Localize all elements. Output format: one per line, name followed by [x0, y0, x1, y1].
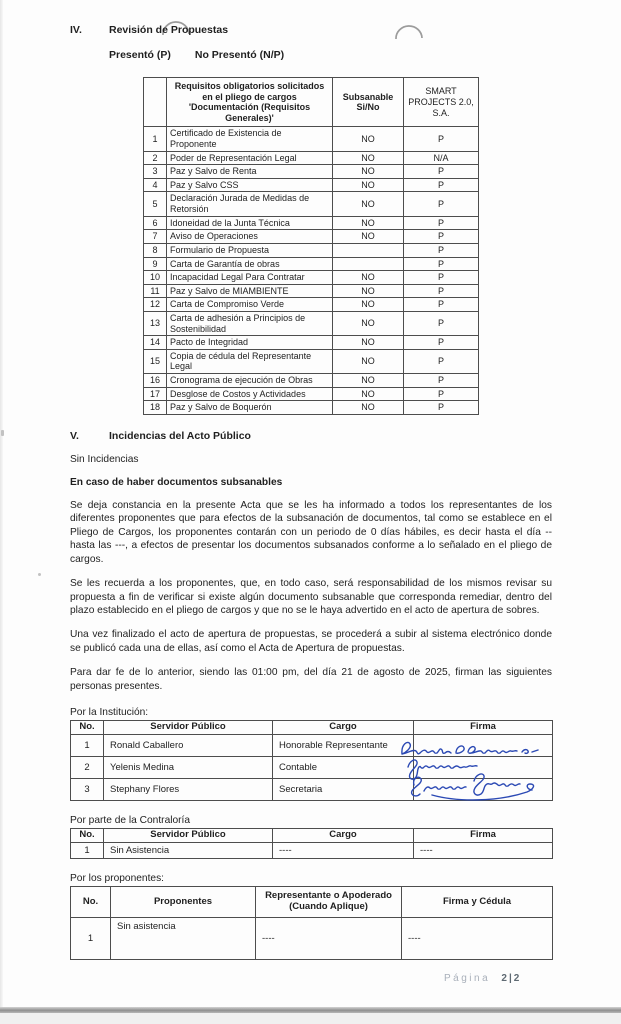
req-number-cell: 18	[144, 401, 167, 415]
col-header-servidor: Servidor Público	[104, 829, 273, 843]
cargo-cell: ----	[273, 843, 414, 859]
subsanable-cell: NO	[333, 165, 404, 179]
subsanable-cell: NO	[333, 178, 404, 192]
section-v-number: V.	[70, 429, 79, 442]
req-number-cell: 4	[144, 178, 167, 192]
col-header-no: No.	[71, 887, 111, 918]
contraloria-table-caption: Por parte de la Contraloría	[70, 815, 191, 827]
subsanable-cell: NO	[333, 311, 404, 335]
result-cell: P	[404, 349, 479, 373]
firma-cell	[414, 735, 553, 757]
result-cell: P	[404, 165, 479, 179]
table-row	[144, 257, 479, 271]
table-row	[144, 311, 479, 335]
req-name-cell: Formulario de Propuesta	[167, 243, 333, 257]
req-name-cell: Paz y Salvo de MIAMBIENTE	[167, 284, 333, 298]
table-row	[144, 127, 479, 151]
presento-legend	[70, 49, 552, 61]
subsanable-cell: NO	[333, 230, 404, 244]
req-number-cell: 6	[144, 216, 167, 230]
result-cell: P	[404, 192, 479, 216]
table-row	[71, 735, 553, 757]
servidor-cell: Sin Asistencia	[104, 843, 273, 859]
section-v-title: Incidencias del Acto Público	[109, 429, 251, 442]
subsanable-cell: NO	[333, 298, 404, 312]
req-number-cell: 17	[144, 387, 167, 401]
result-cell: P	[404, 271, 479, 285]
requirements-table	[143, 77, 479, 415]
req-name-cell: Paz y Salvo de Boquerón	[167, 401, 333, 415]
req-name-cell: Cronograma de ejecución de Obras	[167, 374, 333, 388]
result-cell: P	[404, 401, 479, 415]
header-empty-cell	[144, 78, 167, 127]
col-header-servidor: Servidor Público	[104, 721, 273, 735]
scan-left-edge	[0, 0, 3, 1024]
institution-table-wrapper	[70, 720, 552, 801]
requirements-header-row	[144, 78, 479, 127]
table-row	[71, 918, 553, 960]
req-name-cell: Incapacidad Legal Para Contratar	[167, 271, 333, 285]
req-number-cell: 1	[144, 127, 167, 151]
col-header-representante	[256, 887, 402, 918]
table-row	[144, 298, 479, 312]
servidor-cell: Yelenis Medina	[104, 757, 273, 779]
section-v-heading	[70, 430, 552, 442]
col-header-firma: Firma	[414, 829, 553, 843]
req-name-cell: Certificado de Existencia de Proponente	[167, 127, 333, 151]
req-number-cell: 11	[144, 284, 167, 298]
proponentes-table	[70, 886, 553, 960]
req-number-cell: 9	[144, 257, 167, 271]
subsanable-cell: NO	[333, 192, 404, 216]
req-number-cell: 7	[144, 230, 167, 244]
result-cell: P	[404, 230, 479, 244]
cargo-cell: Contable	[273, 757, 414, 779]
col-header-firma: Firma	[414, 721, 553, 735]
subsanable-cell: NO	[333, 151, 404, 165]
row-number-cell: 1	[71, 918, 111, 960]
table-row	[71, 843, 553, 859]
result-cell: P	[404, 127, 479, 151]
result-cell: P	[404, 216, 479, 230]
req-number-cell: 8	[144, 243, 167, 257]
representante-header-line2: (Cuando Aplique)	[289, 901, 368, 913]
req-number-cell: 2	[144, 151, 167, 165]
institution-table-caption: Por la Institución:	[70, 707, 149, 719]
table-row	[144, 336, 479, 350]
firma-cell	[414, 779, 553, 801]
row-number-cell: 1	[71, 843, 104, 859]
scan-speck	[38, 573, 41, 576]
header-requisito-cell: Requisitos obligatorios solicitados en el pliego de cargos 'Documentación (Requisitos Generales)'	[167, 78, 333, 127]
subsanable-cell	[333, 257, 404, 271]
subsanable-cell: NO	[333, 216, 404, 230]
table-row	[144, 284, 479, 298]
table-row	[144, 271, 479, 285]
result-cell: N/A	[404, 151, 479, 165]
table-row	[144, 349, 479, 373]
subsanables-heading: En caso de haber documentos subsanables	[70, 476, 283, 488]
req-name-cell: Idoneidad de la Junta Técnica	[167, 216, 333, 230]
req-name-cell: Carta de Garantía de obras	[167, 257, 333, 271]
col-header-cargo: Cargo	[273, 721, 414, 735]
col-header-cargo: Cargo	[273, 829, 414, 843]
cargo-cell: Honorable Representante	[273, 735, 414, 757]
col-header-no: No.	[71, 829, 104, 843]
table-row	[71, 757, 553, 779]
row-number-cell: 3	[71, 779, 104, 801]
result-cell: P	[404, 336, 479, 350]
subsanable-cell: NO	[333, 284, 404, 298]
req-number-cell: 14	[144, 336, 167, 350]
firma-cedula-cell: ----	[402, 918, 553, 960]
subsanable-cell	[333, 243, 404, 257]
col-header-proponentes: Proponentes	[111, 887, 256, 918]
paragraph: Se deja constancia en la presente Acta que se les ha informado a todos los representantes de los diferentes proponentes que para efectos de la subsanación de documentos, tal como se establece en el Pliego de Cargos, los proponentes contarán con un periodo de 0 días hábiles, es decir hasta el día -- hasta las ---, a efectos de presentar los documentos subsanados conforme a lo señalado en el pliego de cargos.	[70, 499, 552, 565]
req-number-cell: 10	[144, 271, 167, 285]
col-header-firma-cedula: Firma y Cédula	[402, 887, 553, 918]
proponente-cell: Sin asistencia	[111, 918, 256, 960]
servidor-cell: Stephany Flores	[104, 779, 273, 801]
subsanable-cell: NO	[333, 401, 404, 415]
req-number-cell: 5	[144, 192, 167, 216]
servidor-cell: Ronald Caballero	[104, 735, 273, 757]
subsanable-cell: NO	[333, 336, 404, 350]
legend-no-presento: No Presentó (N/P)	[194, 49, 285, 61]
req-name-cell: Carta de Compromiso Verde	[167, 298, 333, 312]
scan-speck	[1, 430, 4, 436]
table-row	[144, 230, 479, 244]
result-cell: P	[404, 243, 479, 257]
header-proponente-cell: SMART PROJECTS 2.0, S.A.	[404, 78, 479, 127]
sin-incidencias-text: Sin Incidencias	[70, 453, 139, 465]
result-cell: P	[404, 257, 479, 271]
req-number-cell: 3	[144, 165, 167, 179]
institution-table	[70, 720, 553, 801]
document-content	[70, 24, 552, 960]
table-row	[144, 387, 479, 401]
representante-header-line1: Representante o Apoderado	[265, 890, 392, 902]
table-row	[144, 178, 479, 192]
page-footer	[444, 973, 521, 984]
req-name-cell: Poder de Representación Legal	[167, 151, 333, 165]
req-name-cell: Desglose de Costos y Actividades	[167, 387, 333, 401]
req-name-cell: Paz y Salvo CSS	[167, 178, 333, 192]
table-row	[144, 374, 479, 388]
section-iv-heading	[70, 24, 552, 36]
footer-page-label: Página	[444, 973, 491, 984]
req-name-cell: Carta de adhesión a Principios de Sostenibilidad	[167, 311, 333, 335]
req-number-cell: 16	[144, 374, 167, 388]
req-number-cell: 15	[144, 349, 167, 373]
firma-cell: ----	[414, 843, 553, 859]
result-cell: P	[404, 284, 479, 298]
cargo-cell: Secretaria	[273, 779, 414, 801]
col-header-no: No.	[71, 721, 104, 735]
footer-page-number: 2|2	[501, 973, 522, 984]
proponentes-header-row	[71, 887, 553, 918]
legend-presento: Presentó (P)	[109, 49, 171, 61]
row-number-cell: 2	[71, 757, 104, 779]
paragraph: Se les recuerda a los proponentes, que, en todo caso, será responsabilidad de los mismos revisar su propuesta a fin de verificar si existe algún documento subsanable que corresponda remediar, dentro del plazo establecido en el pliego de cargos y que no se le haya advertido en el acto de apertura de sobres.	[70, 578, 552, 617]
req-number-cell: 12	[144, 298, 167, 312]
subsanable-cell: NO	[333, 127, 404, 151]
subsanable-cell: NO	[333, 374, 404, 388]
representante-cell: ----	[256, 918, 402, 960]
scan-below-edge	[0, 1013, 621, 1024]
row-number-cell: 1	[71, 735, 104, 757]
result-cell: P	[404, 298, 479, 312]
proponentes-table-caption: Por los proponentes:	[70, 873, 165, 885]
subsanable-cell: NO	[333, 271, 404, 285]
firma-cell	[414, 757, 553, 779]
req-name-cell: Pacto de Integridad	[167, 336, 333, 350]
section-iv-number: IV.	[70, 24, 82, 36]
section-iv-title: Revisión de Propuestas	[109, 24, 229, 36]
paragraph: Para dar fe de lo anterior, siendo las 01:00 pm, del día 21 de agosto de 2025, firman las siguientes personas presentes.	[70, 667, 552, 692]
institution-header-row	[71, 721, 553, 735]
result-cell: P	[404, 178, 479, 192]
req-name-cell: Copia de cédula del Representante Legal	[167, 349, 333, 373]
subsanable-cell: NO	[333, 387, 404, 401]
table-row	[144, 216, 479, 230]
result-cell: P	[404, 374, 479, 388]
table-row	[144, 192, 479, 216]
result-cell: P	[404, 311, 479, 335]
req-name-cell: Paz y Salvo de Renta	[167, 165, 333, 179]
header-subsanable-cell: Subsanable Si/No	[333, 78, 404, 127]
table-row	[71, 779, 553, 801]
table-row	[144, 151, 479, 165]
req-name-cell: Aviso de Operaciones	[167, 230, 333, 244]
req-number-cell: 13	[144, 311, 167, 335]
paragraph: Una vez finalizado el acto de apertura de propuestas, se procederá a subir al sistema electrónico donde se publicó cada una de ellas, así como el Acta de Apertura de propuestas.	[70, 629, 552, 654]
table-row	[144, 243, 479, 257]
table-row	[144, 401, 479, 415]
req-name-cell: Declaración Jurada de Medidas de Retorsión	[167, 192, 333, 216]
result-cell: P	[404, 387, 479, 401]
subsanable-cell: NO	[333, 349, 404, 373]
contraloria-table	[70, 828, 553, 859]
table-row	[144, 165, 479, 179]
contraloria-header-row	[71, 829, 553, 843]
